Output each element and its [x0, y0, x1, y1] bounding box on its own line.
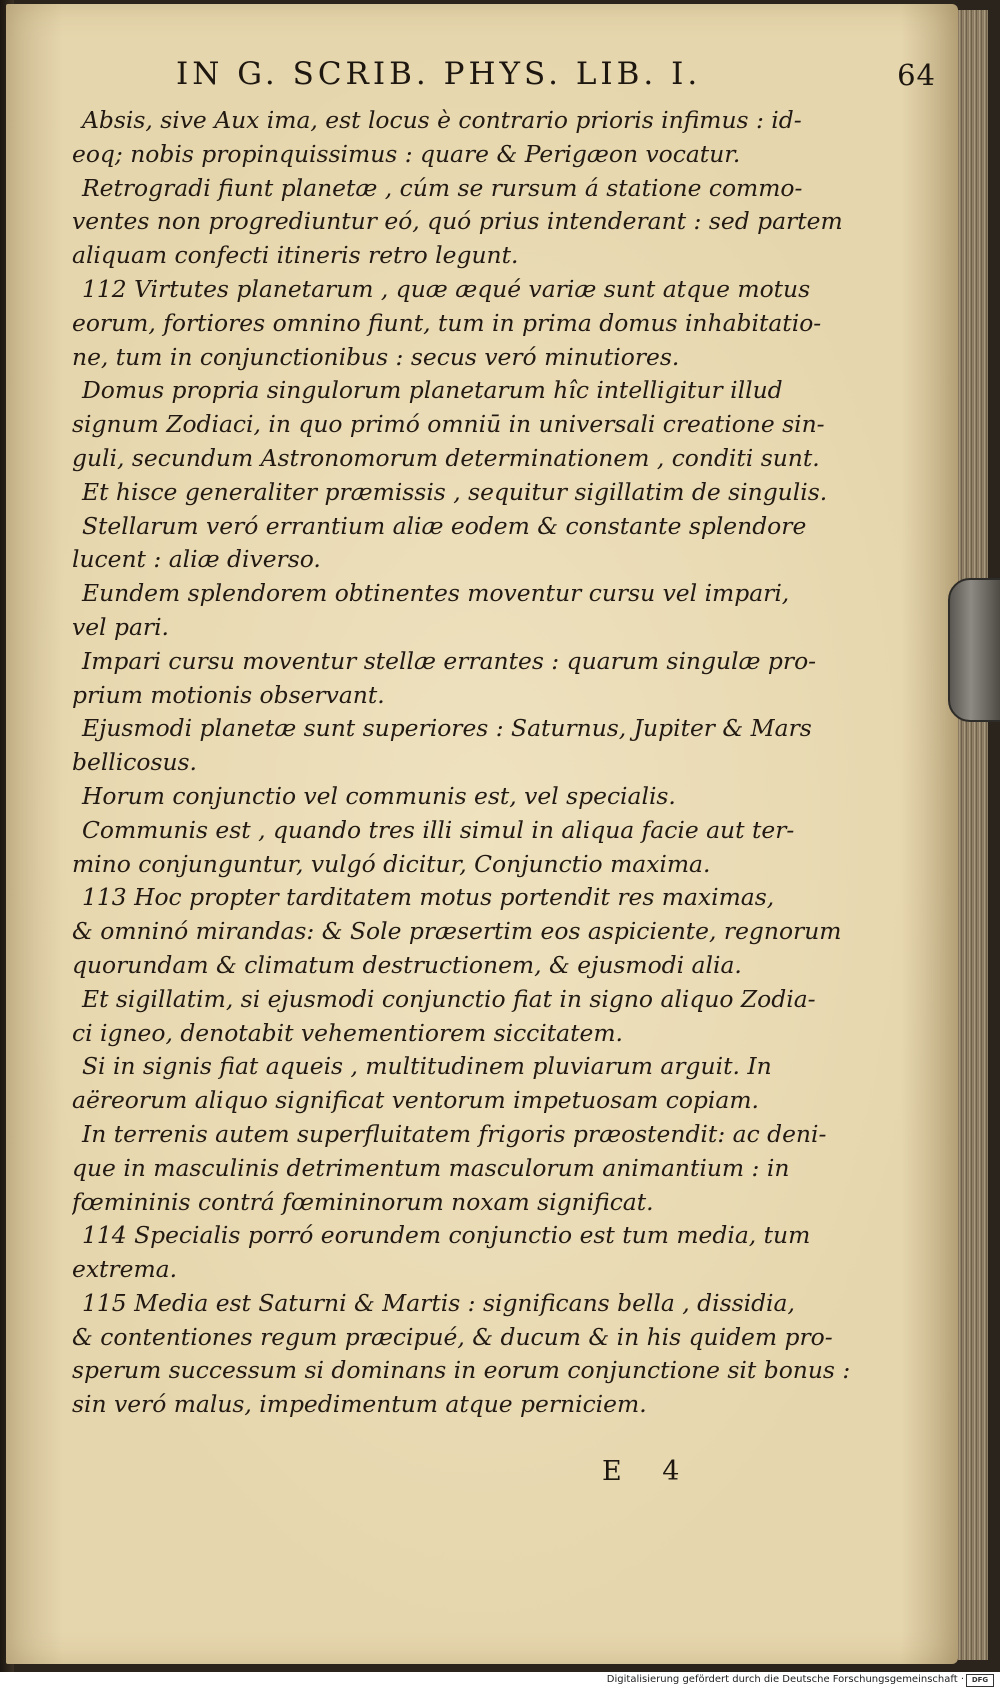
text-line: eoq; nobis propinquissimus : quare & Perigæon vocatur.: [72, 139, 741, 168]
text-line: Et hisce generaliter præmissis , sequitur sigillatim de singulis.: [82, 477, 828, 506]
text-line: aliquam confecti itineris retro legunt.: [72, 241, 519, 270]
signature-mark: E 4: [602, 1456, 696, 1487]
text-line: ventes non progrediuntur eó, quó prius intenderant : sed partem: [72, 207, 843, 236]
text-line: Retrogradi fiunt planetæ , cúm se rursum á statione commo-: [82, 173, 803, 202]
text-line: eorum, fortiores omnino fiunt, tum in prima domus inhabitatio-: [72, 308, 822, 337]
text-line: guli, secundum Astronomorum determinationem , conditi sunt.: [72, 443, 820, 472]
text-line: & contentiones regum præcipué, & ducum & in his quidem pro-: [72, 1322, 833, 1351]
text-line: sperum successum si dominans in eorum conjunctione sit bonus :: [72, 1356, 851, 1385]
text-line: mino conjunguntur, vulgó dicitur, Conjunctio maxima.: [72, 849, 711, 878]
text-line: Eundem splendorem obtinentes moventur cursu vel impari,: [82, 579, 790, 608]
text-line: sin veró malus, impedimentum atque perniciem.: [72, 1390, 647, 1419]
text-line: ci igneo, denotabit vehementiorem siccitatem.: [72, 1018, 623, 1047]
text-line: prium motionis observant.: [72, 680, 385, 709]
text-line: que in masculinis detrimentum masculorum animantium : in: [72, 1153, 790, 1182]
funding-credit: Digitalisierung gefördert durch die Deutsche Forschungsgemeinschaft ·: [606, 1674, 964, 1685]
body-text: [72, 104, 898, 1422]
page-header: [176, 56, 936, 100]
text-line: fœmininis contrá fœmininorum noxam significat.: [72, 1187, 654, 1216]
text-line: bellicosus.: [72, 748, 197, 777]
book-page: [6, 4, 958, 1664]
text-line: & omninó mirandas: & Sole præsertim eos aspiciente, regnorum: [72, 917, 842, 946]
text-line: Domus propria singulorum planetarum hîc intelligitur illud: [82, 376, 783, 405]
text-line: Et sigillatim, si ejusmodi conjunctio fiat in signo aliquo Zodia-: [82, 984, 816, 1013]
text-line: lucent : aliæ diverso.: [72, 545, 321, 574]
text-line: Impari cursu moventur stellæ errantes : quarum singulæ pro-: [82, 646, 817, 675]
text-line: ne, tum in conjunctionibus : secus veró minutiores.: [72, 342, 680, 371]
text-line: vel pari.: [72, 612, 169, 641]
text-line: 115 Media est Saturni & Martis : significans bella , dissidia,: [82, 1288, 795, 1317]
text-line: 112 Virtutes planetarum , quæ æqué variæ sunt atque motus: [82, 274, 811, 303]
text-line: Horum conjunctio vel communis est, vel specialis.: [82, 781, 676, 810]
text-line: Absis, sive Aux ima, est locus è contrario prioris infimus : id-: [82, 106, 802, 134]
text-line: aëreorum aliquo significat ventorum impetuosam copiam.: [72, 1086, 759, 1115]
book-clasp: [948, 578, 1000, 722]
text-line: 114 Specialis porró eorundem conjunctio est tum media, tum: [82, 1221, 811, 1250]
text-line: Stellarum veró errantium aliæ eodem & constante splendore: [82, 511, 807, 540]
dfg-logo: DFG: [966, 1674, 994, 1687]
text-line: Ejusmodi planetæ sunt superiores : Saturnus, Jupiter & Mars: [82, 714, 812, 743]
page-number: 64: [897, 58, 936, 92]
text-line: Communis est , quando tres illi simul in aliqua facie aut ter-: [82, 815, 795, 844]
text-line: signum Zodiaci, in quo primó omniū in universali creatione sin-: [72, 410, 825, 439]
text-line: 113 Hoc propter tarditatem motus portendit res maximas,: [82, 883, 775, 912]
text-line: extrema.: [72, 1255, 178, 1284]
running-title: IN G. SCRIB. PHYS. LIB. I.: [176, 56, 702, 92]
text-line: Si in signis fiat aqueis , multitudinem pluviarum arguit. In: [82, 1052, 772, 1081]
text-line: quorundam & climatum destructionem, & ejusmodi alia.: [72, 950, 742, 979]
text-line: In terrenis autem superfluitatem frigoris præostendit: ac deni-: [82, 1119, 827, 1148]
page-edges: [958, 10, 988, 1660]
digitization-footer: [0, 1672, 1000, 1688]
